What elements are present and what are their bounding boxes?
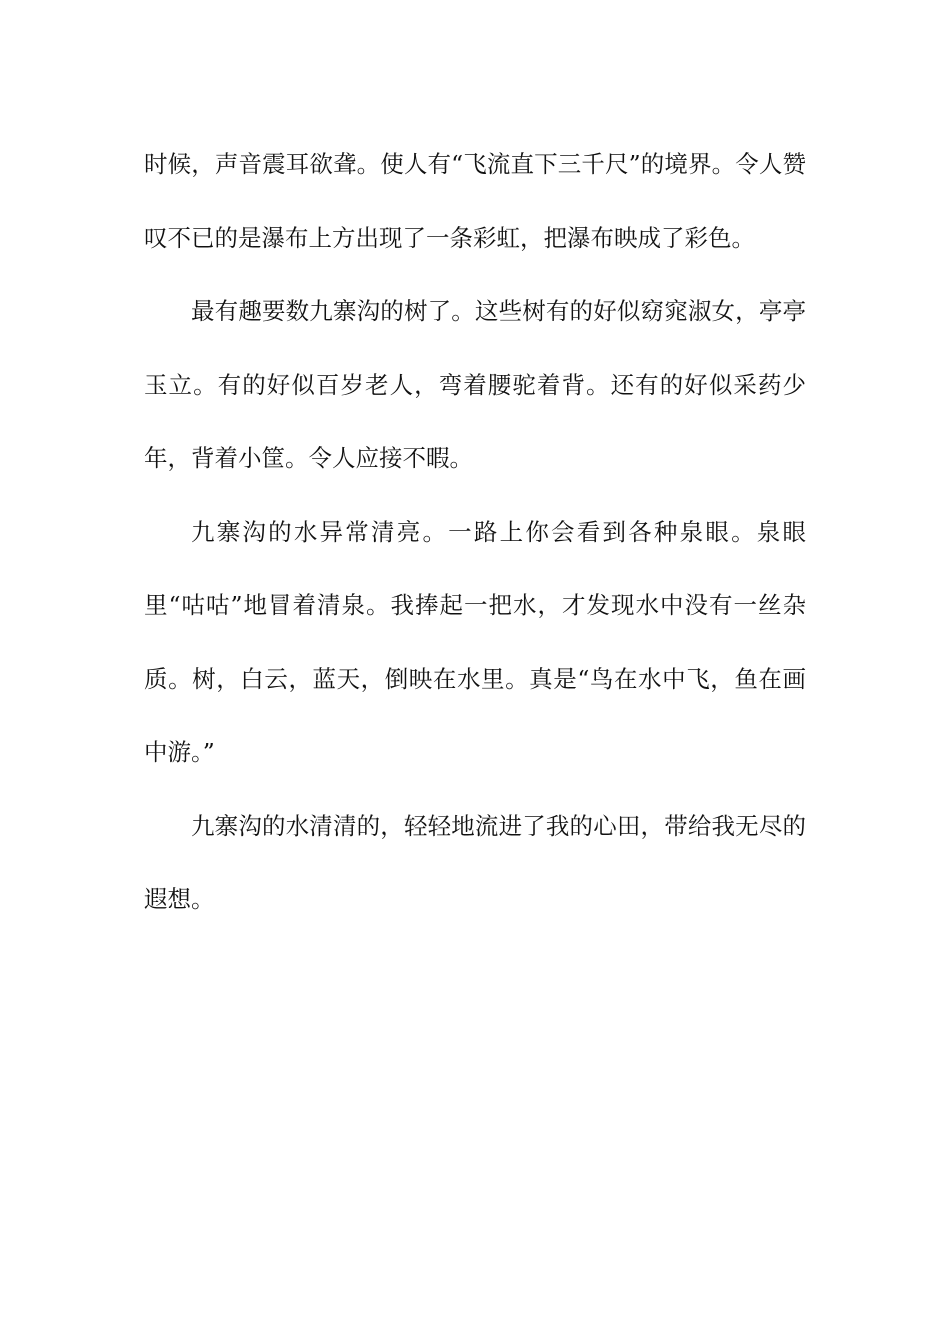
paragraph-water: 九寨沟的水异常清亮。一路上你会看到各种泉眼。泉眼里“咕咕”地冒着清泉。我捧起一把水，才发现水中没有一丝杂质。树，白云，蓝天，倒映在水里。真是“鸟在水中飞，鱼在画中游。” <box>144 517 806 766</box>
document-body <box>144 128 806 937</box>
paragraph-trees: 最有趣要数九寨沟的树了。这些树有的好似窈窕淑女，亭亭玉立。有的好似百岁老人，弯着腰驼着背。还有的好似采药少年，背着小筐。令人应接不暇。 <box>144 297 806 472</box>
paragraph-closing: 九寨沟的水清清的，轻轻地流进了我的心田，带给我无尽的遐想。 <box>144 811 806 913</box>
paragraph-waterfall: 时候，声音震耳欲聋。使人有“飞流直下三千尺”的境界。令人赞叹不已的是瀑布上方出现了一条彩虹，把瀑布映成了彩色。 <box>144 150 806 252</box>
